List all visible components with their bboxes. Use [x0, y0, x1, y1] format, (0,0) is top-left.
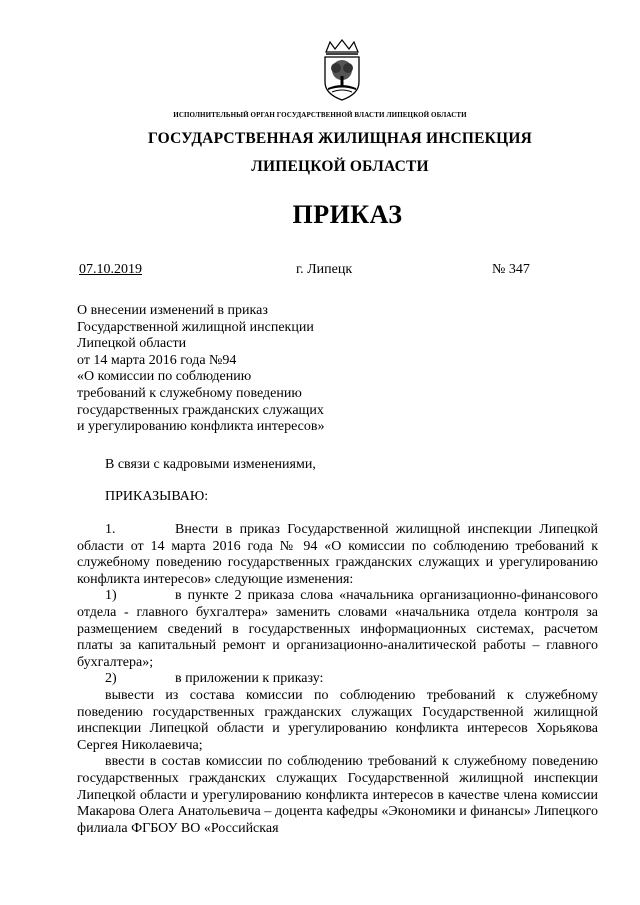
subject-line: от 14 марта 2016 года №94 — [77, 352, 237, 368]
item-1-text: Внести в приказ Государственной жилищной инспекции Липецкой области от 14 марта 2016 года № 94 «О комиссии по соблюдению требований к служебному поведению государственных гражданских служащих и урегулированию конфликта интересов» следующие изменения: — [77, 522, 598, 587]
document-type-title: ПРИКАЗ — [292, 200, 403, 229]
org-name-line1: ГОСУДАРСТВЕННАЯ ЖИЛИЩНАЯ ИНСПЕКЦИЯ — [148, 130, 532, 147]
item-1 — [77, 522, 598, 588]
document-city: г. Липецк — [296, 262, 353, 277]
subitem-1 — [77, 588, 598, 671]
document-number: № 347 — [492, 262, 530, 277]
subject-line: Государственной жилищной инспекции — [77, 319, 314, 335]
org-name-line2: ЛИПЕЦКОЙ ОБЛАСТИ — [251, 158, 429, 175]
subitem-1-number: 1) — [105, 588, 117, 604]
org-authority-line: ИСПОЛНИТЕЛЬНЫЙ ОРГАН ГОСУДАРСТВЕННОЙ ВЛАСТИ ЛИПЕЦКОЙ ОБЛАСТИ — [173, 111, 467, 119]
order-body — [77, 522, 598, 837]
subitem-2-number: 2) — [105, 671, 117, 687]
coat-of-arms-icon — [320, 38, 364, 104]
paragraph-add-member: ввести в состав комиссии по соблюдению требований к служебному поведению государственных гражданских служащих Государственной жилищной инспекции Липецкой области и урегулированию конфликта интересов в качестве члена комиссии Макарова Олега Анатольевича – доцента кафедры «Экономики и финансы» Липецкого филиала ФГБОУ ВО «Российская — [77, 754, 598, 836]
order-subject — [77, 303, 377, 436]
order-word-paragraph — [77, 489, 598, 506]
intro-text: В связи с кадровыми изменениями, — [105, 457, 316, 472]
item-1-number: 1. — [105, 522, 116, 537]
subitem-2-text: в приложении к приказу: — [175, 671, 324, 687]
subject-line: государственных гражданских служащих — [77, 402, 324, 418]
subject-line: требований к служебному поведению — [77, 385, 302, 401]
subject-line: и урегулированию конфликта интересов» — [77, 419, 325, 435]
intro-paragraph — [77, 457, 598, 474]
subitem-1-text: в пункте 2 приказа слова «начальника организационно-финансового отдела - главного бухгалтера» заменить словами «начальника отдела контроля за размещением сведений в государственных информационных системах, расчетом платы за капитальный ремонт и организационно-аналитической работы – главного бухгалтера»; — [77, 588, 598, 670]
document-date: 07.10.2019 — [79, 262, 142, 277]
subject-line: Липецкой области — [77, 336, 187, 352]
order-word: ПРИКАЗЫВАЮ: — [105, 489, 209, 504]
paragraph-remove-member: вывести из состава комиссии по соблюдению требований к служебному поведению государственных гражданских служащих Государственной жилищной инспекции Липецкой области и урегулированию конфликта интересов Хорьякова Сергея Николаевича; — [77, 687, 598, 753]
subject-line: «О комиссии по соблюдению — [77, 369, 252, 385]
subject-line: О внесении изменений в приказ — [77, 303, 268, 318]
subitem-2 — [77, 671, 598, 688]
